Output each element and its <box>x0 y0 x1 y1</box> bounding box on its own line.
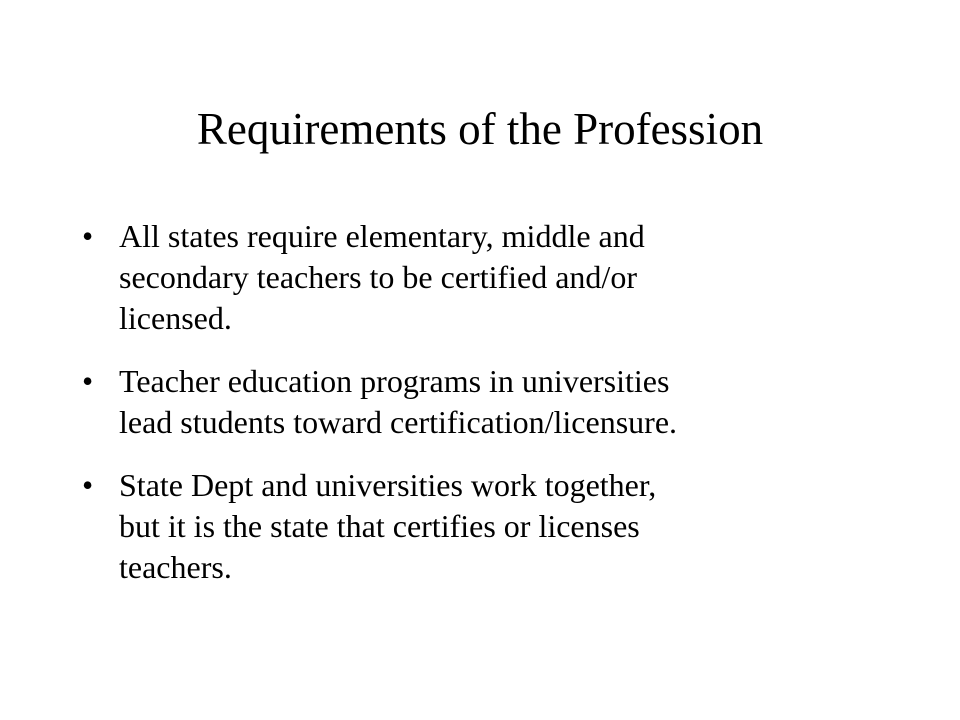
bullet-item <box>82 465 882 588</box>
bullet-line: lead students toward certification/licensure. <box>119 404 678 440</box>
bullet-marker: • <box>82 363 94 399</box>
slide-title: Requirements of the Profession <box>196 104 764 154</box>
bullet-line: State Dept and universities work together, <box>119 467 657 503</box>
bullet-line: Teacher education programs in universities <box>119 363 670 399</box>
bullet-line: teachers. <box>119 549 232 585</box>
bullet-marker: • <box>82 218 94 254</box>
bullet-item <box>82 216 882 339</box>
bullet-list <box>82 216 882 610</box>
bullet-item <box>82 361 882 443</box>
bullet-line: All states require elementary, middle and <box>119 218 645 254</box>
bullet-line: but it is the state that certifies or licenses <box>119 508 640 544</box>
bullet-line: licensed. <box>119 300 232 336</box>
bullet-marker: • <box>82 467 94 503</box>
bullet-line: secondary teachers to be certified and/or <box>119 259 637 295</box>
